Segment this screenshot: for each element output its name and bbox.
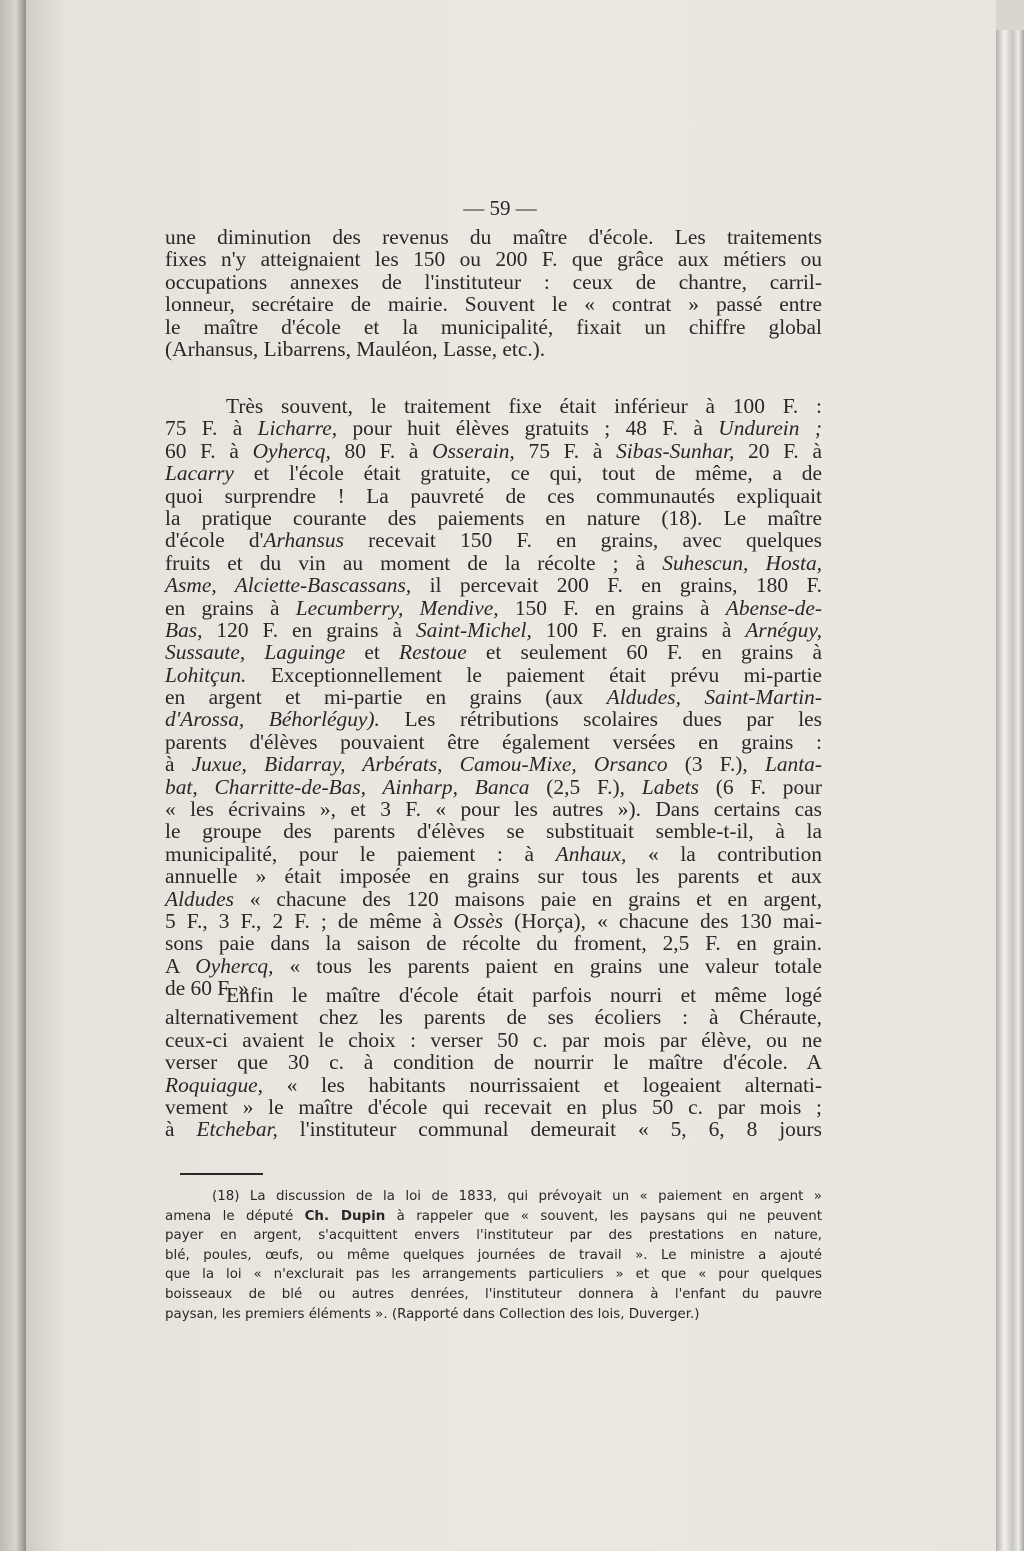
text-run: (Horça), « chacune des 130 mai-: [503, 908, 822, 933]
text-run: sons paie dans la saison de récolte du froment, 2,5 F. en grain.: [165, 931, 822, 956]
text-line: [165, 507, 822, 529]
text-run: lonneur, secrétaire de mairie. Souvent le « contrat » passé entre: [165, 292, 822, 317]
italic-text: Ossès: [453, 908, 504, 933]
text-run: verser que 30 c. à condition de nourrir le maître d'école. A: [165, 1050, 822, 1075]
italic-text: Saint-Michel,: [415, 617, 532, 642]
text-line: [165, 1246, 822, 1266]
text-run: à rappeler que « souvent, les paysans qui ne peuvent: [385, 1208, 823, 1224]
bold-text: Ch. Dupin: [304, 1208, 386, 1224]
italic-text: Arnéguy,: [745, 617, 822, 642]
italic-text: Aldudes, Saint-Martin-: [606, 685, 822, 710]
text-run: 20 F. à: [734, 438, 822, 463]
text-line: [165, 1051, 822, 1073]
text-run: (2,5 F.),: [529, 774, 642, 799]
text-run: à: [165, 752, 192, 777]
text-line: [165, 708, 822, 730]
text-line: [165, 619, 822, 641]
italic-text: Arhansus: [263, 528, 344, 553]
text-run: A: [165, 953, 196, 978]
text-run: recevait 150 F. en grains, avec quelques: [343, 528, 822, 553]
text-run: d'école d': [165, 528, 264, 553]
text-run: amena le député: [165, 1208, 305, 1224]
text-run: « chacune des 120 maisons paie en grains et en argent,: [233, 886, 822, 911]
text-line: [165, 1096, 822, 1118]
text-line: [165, 1305, 822, 1325]
text-line: [165, 1265, 822, 1285]
footnote-separator: [180, 1173, 263, 1175]
text-run: en argent et mi-partie en grains (aux: [165, 685, 607, 710]
italic-text: Aldudes: [165, 886, 234, 911]
text-line: [165, 798, 822, 820]
italic-text: Licharre,: [257, 416, 338, 441]
text-run: 5 F., 3 F., 2 F. ; de même à: [165, 908, 454, 933]
text-run: (Arhansus, Libarrens, Mauléon, Lasse, etc.).: [165, 336, 546, 361]
italic-text: bat, Charritte-de-Bas, Ainharp, Banca: [165, 774, 530, 799]
italic-text: Asme, Alciette-Bascassans,: [165, 573, 412, 598]
text-line: [165, 293, 822, 315]
italic-text: Suhescun, Hosta,: [662, 550, 822, 575]
italic-text: Juxue, Bidarray, Arbérats, Camou-Mixe, Orsanco: [191, 752, 668, 777]
text-line: [165, 1006, 822, 1028]
text-run: parents d'élèves pouvaient être également versées en grains :: [165, 729, 822, 754]
text-run: blé, poules, œufs, ou même quelques journées de travail ». Le ministre a ajouté: [165, 1247, 822, 1263]
text-line: [165, 865, 822, 887]
text-run: fruits et du vin au moment de la récolte ; à: [165, 550, 663, 575]
text-line: [165, 731, 822, 753]
text-run: (18) La discussion de la loi de 1833, qui prévoyait un « paiement en argent »: [212, 1189, 822, 1204]
text-line: [165, 529, 822, 551]
italic-text: Lohitçun.: [165, 662, 247, 687]
text-run: et l'école était gratuite, ce qui, tout de même, a de: [233, 461, 822, 486]
text-run: (6 F. pour: [698, 774, 822, 799]
text-run: le maître d'école et la municipalité, fixait un chiffre global: [165, 314, 822, 339]
text-run: Enfin le maître d'école était parfois nourri et même logé: [226, 983, 822, 1007]
text-run: alternativement chez les parents de ses écoliers : à Chéraute,: [165, 1005, 822, 1030]
text-line: [165, 1285, 822, 1305]
text-line: [165, 753, 822, 775]
italic-text: Roquiague,: [165, 1072, 264, 1097]
text-run: « les habitants nourrissaient et logeaient alternati-: [263, 1072, 822, 1097]
text-run: 120 F. en grains à: [202, 617, 416, 642]
facing-page-edge: [0, 0, 26, 1551]
text-run: que la loi « n'exclurait pas les arrangements particuliers » et que « pour quelques: [165, 1267, 822, 1283]
text-run: et seulement 60 F. en grains à: [466, 640, 822, 665]
italic-text: Osserain,: [432, 438, 515, 463]
text-line: [165, 574, 822, 596]
text-line: [165, 462, 822, 484]
page-number: — 59 —: [463, 196, 537, 220]
paragraph-2: [165, 395, 822, 1000]
text-line: [165, 843, 822, 865]
text-run: payer en argent, s'acquittent envers l'instituteur par des prestations en nature,: [165, 1228, 822, 1244]
italic-text: Undurein ;: [718, 416, 822, 441]
text-run: l'instituteur communal demeurait « 5, 6, 8 jours: [277, 1117, 822, 1142]
text-line: [165, 552, 822, 574]
text-run: 100 F. en grains à: [531, 617, 746, 642]
text-line: [165, 984, 822, 1006]
text-line: [165, 776, 822, 798]
text-run: (3 F.),: [667, 752, 765, 777]
text-run: de 60 F. »: [165, 976, 249, 1001]
text-run: vement » le maître d'école qui recevait en plus 50 c. par mois ;: [165, 1094, 822, 1119]
text-line: [165, 1074, 822, 1096]
text-run: paysan, les premiers éléments ». (Rapporté dans Collection des lois, Duverger.): [165, 1306, 700, 1322]
text-line: [165, 910, 822, 932]
italic-text: d'Arossa, Béhorléguy).: [165, 707, 380, 732]
text-line: [165, 248, 822, 270]
text-line: [165, 226, 822, 248]
paragraph-3: [165, 984, 822, 1141]
text-line: [165, 1118, 822, 1140]
italic-text: Labets: [641, 774, 699, 799]
text-run: boisseaux de blé ou autres denrées, l'instituteur donnera à l'enfant du pauvre: [165, 1286, 822, 1302]
text-line: [165, 417, 822, 439]
text-run: « tous les parents paient en grains une valeur totale: [273, 953, 822, 978]
text-run: Très souvent, le traitement fixe était inférieur à 100 F. :: [226, 394, 822, 418]
text-line: [165, 1207, 822, 1227]
italic-text: Oyhercq,: [195, 953, 274, 978]
text-line: [165, 316, 822, 338]
text-line: [165, 485, 822, 507]
italic-text: Sussaute, Laguinge: [165, 640, 346, 665]
text-line: [165, 820, 822, 842]
text-run: Exceptionnellement le paiement était prévu mi-partie: [246, 662, 822, 687]
italic-text: Abense-de-: [725, 595, 822, 620]
text-line: [165, 664, 822, 686]
text-run: à: [165, 1117, 197, 1142]
italic-text: Lecumberry, Mendive,: [295, 595, 499, 620]
text-run: quoi surprendre ! La pauvreté de ces communautés expliquait: [165, 483, 822, 508]
text-line: [165, 597, 822, 619]
italic-text: Sibas-Sunhar,: [616, 438, 735, 463]
text-run: et: [345, 640, 399, 665]
text-run: la pratique courante des paiements en nature (18). Le maître: [165, 505, 822, 530]
text-run: 75 F. à: [165, 416, 258, 441]
text-run: 60 F. à: [165, 438, 253, 463]
italic-text: Lanta-: [764, 752, 823, 777]
text-run: « la contribution: [626, 841, 822, 866]
text-run: 80 F. à: [330, 438, 433, 463]
italic-text: Anhaux,: [555, 841, 627, 866]
italic-text: Restoue: [399, 640, 467, 665]
footnote: [165, 1187, 822, 1324]
text-run: ceux-ci avaient le choix : verser 50 c. par mois par élève, ou ne: [165, 1027, 822, 1052]
text-line: [165, 1029, 822, 1051]
text-run: occupations annexes de l'instituteur : ceux de chantre, carril-: [165, 269, 822, 294]
text-run: en grains à: [165, 595, 296, 620]
text-line: [165, 955, 822, 977]
text-line: [165, 1226, 822, 1246]
text-run: fixes n'y atteignaient les 150 ou 200 F. que grâce aux métiers ou: [165, 247, 822, 272]
text-line: [165, 271, 822, 293]
text-line: [165, 1187, 822, 1207]
page-stack-edge: [996, 30, 1024, 1551]
italic-text: Bas,: [165, 617, 203, 642]
text-run: 150 F. en grains à: [498, 595, 726, 620]
italic-text: Etchebar,: [196, 1117, 278, 1142]
text-line: [165, 338, 822, 360]
italic-text: Oyhercq,: [252, 438, 331, 463]
text-line: [165, 395, 822, 417]
text-line: [165, 641, 822, 663]
text-line: [165, 440, 822, 462]
text-run: « les écrivains », et 3 F. « pour les autres »). Dans certains cas: [165, 797, 822, 822]
paragraph-1: [165, 226, 822, 360]
text-run: Les rétributions scolaires dues par les: [379, 707, 822, 732]
text-run: municipalité, pour le paiement : à: [165, 841, 556, 866]
text-run: il percevait 200 F. en grains, 180 F.: [411, 573, 822, 598]
text-line: [165, 686, 822, 708]
text-run: une diminution des revenus du maître d'école. Les traitements: [165, 225, 822, 249]
italic-text: Lacarry: [165, 461, 234, 486]
text-line: [165, 888, 822, 910]
text-run: 75 F. à: [514, 438, 617, 463]
text-run: pour huit élèves gratuits ; 48 F. à: [337, 416, 719, 441]
text-line: [165, 932, 822, 954]
text-run: le groupe des parents d'élèves se substituait semble-t-il, à la: [165, 819, 822, 844]
text-run: annuelle » était imposée en grains sur tous les parents et aux: [165, 864, 822, 889]
